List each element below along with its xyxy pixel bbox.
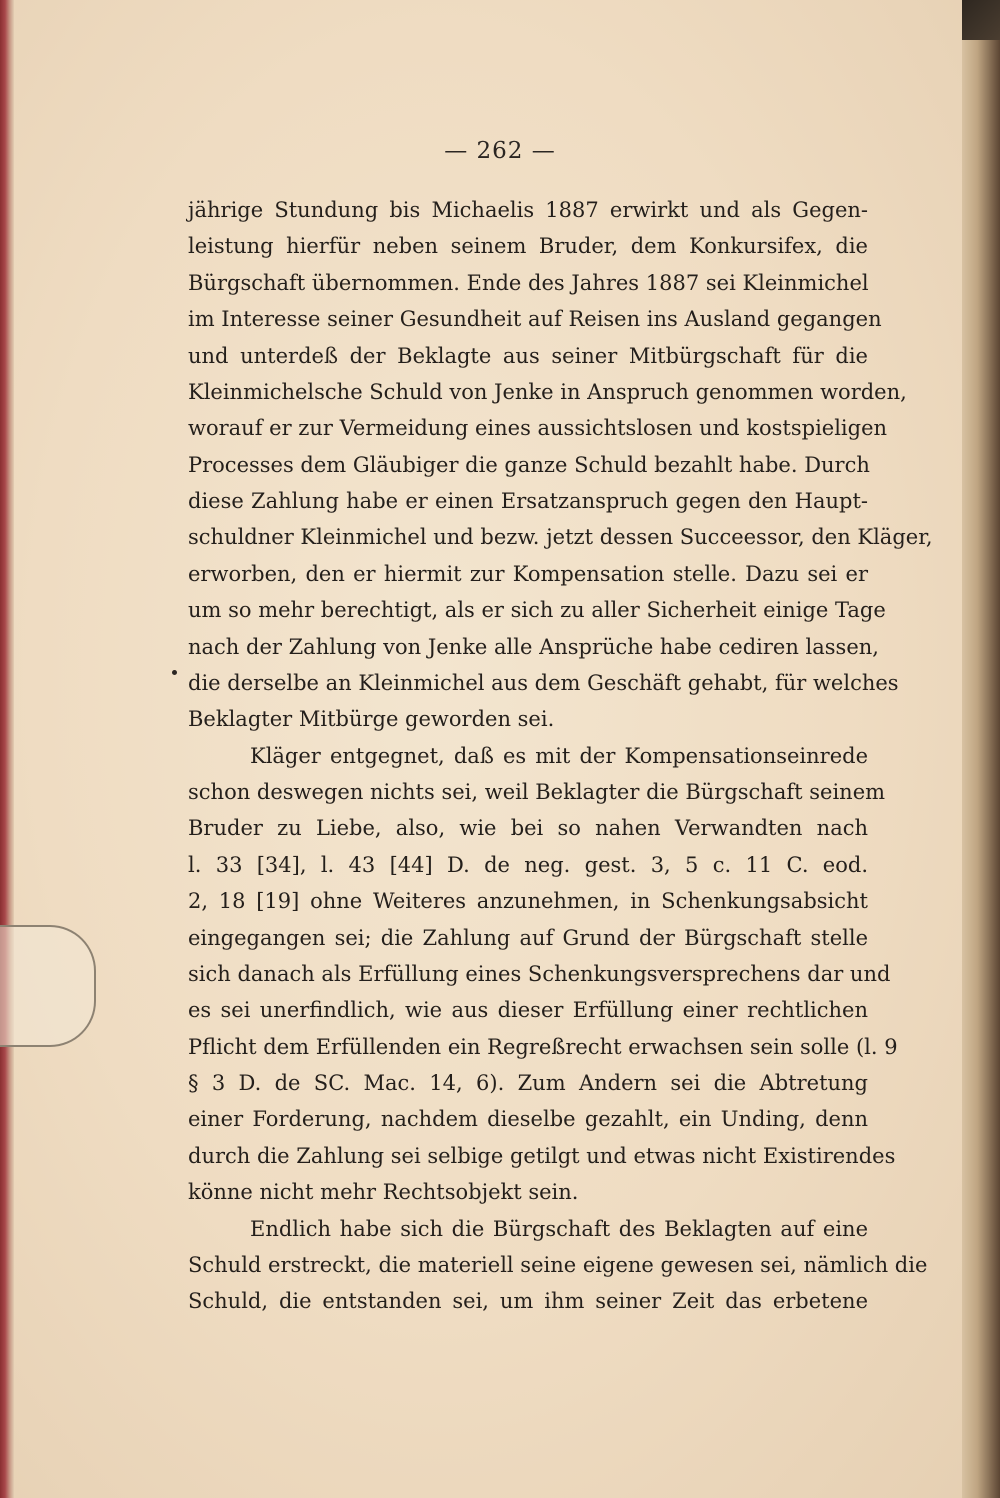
text-line: § 3 D. de SC. Mac. 14, 6). Zum Andern sei die Abtretung [188,1071,868,1095]
text-line: diese Zahlung habe er einen Ersatzanspruch gegen den Haupt- [188,489,868,513]
text-line: Bürgschaft übernommen. Ende des Jahres 1887 sei Kleinmichel [188,270,869,295]
scan-corner [962,0,1000,40]
text-line: um so mehr berechtigt, als er sich zu aller Sicherheit einige Tage [188,598,886,623]
text-line: worauf er zur Vermeidung eines aussichtslosen und kostspieligen [188,416,888,441]
text-line: nach der Zahlung von Jenke alle Ansprüche habe cediren lassen, [188,634,879,659]
text-line: erworben, den er hiermit zur Kompensation stelle. Dazu sei er [188,561,868,586]
text-line: könne nicht mehr Rechtsobjekt sein. [188,1180,579,1205]
text-line: schon deswegen nichts sei, weil Beklagter die Bürgschaft seinem [188,780,886,804]
text-line: schuldner Kleinmichel und bezw. jetzt dessen Succeessor, den Kläger, [188,525,933,550]
text-line: Kläger entgegnet, daß es mit der Kompensationseinrede [250,743,868,768]
text-line: Processes dem Gläubiger die ganze Schuld bezahlt habe. Durch [188,452,870,477]
text-line: Pflicht dem Erfüllenden ein Regreßrecht erwachsen sein solle (l. 9 [188,1034,898,1059]
book-gutter [962,0,1000,1498]
text-line: und unterdeß der Beklagte aus seiner Mitbürgschaft für die [188,343,868,368]
page-number: — 262 — [444,138,556,164]
book-edge [0,0,14,1498]
text-line: Beklagter Mitbürge geworden sei. [188,707,555,732]
text-line: l. 33 [34], l. 43 [44] D. de neg. gest. 3, 5 c. 11 C. eod. [188,852,868,877]
text-line: sich danach als Erfüllung eines Schenkungsversprechens dar und [188,961,891,986]
ink-dot [172,670,177,675]
text-line: Kleinmichelsche Schuld von Jenke in Anspruch genommen worden, [188,379,907,404]
text-line: durch die Zahlung sei selbige getilgt und etwas nicht Existirendes [188,1143,896,1168]
page-clip [0,925,96,1047]
text-line: Schuld erstreckt, die materiell seine eigene gewesen sei, nämlich die [188,1252,928,1277]
text-line: im Interesse seiner Gesundheit auf Reisen ins Ausland gegangen [188,307,882,332]
text-line: Endlich habe sich die Bürgschaft des Beklagten auf eine [250,1216,868,1241]
text-line: leistung hierfür neben seinem Bruder, dem Konkursifex, die [188,234,868,259]
text-line: einer Forderung, nachdem dieselbe gezahlt, ein Unding, denn [188,1107,868,1132]
text-line: 2, 18 [19] ohne Weiteres anzunehmen, in Schenkungsabsicht [188,889,868,914]
text-line: Bruder zu Liebe, also, wie bei so nahen Verwandten nach [188,816,868,841]
text-line: es sei unerfindlich, wie aus dieser Erfüllung einer rechtlichen [188,998,868,1023]
text-line: eingegangen sei; die Zahlung auf Grund der Bürgschaft stelle [188,925,868,950]
text-line: die derselbe an Kleinmichel aus dem Geschäft gehabt, für welches [188,670,899,695]
text-line: Schuld, die entstanden sei, um ihm seiner Zeit das erbetene [188,1289,868,1314]
body-text [188,192,933,1320]
text-line: jährige Stundung bis Michaelis 1887 erwirkt und als Gegen- [188,198,868,222]
